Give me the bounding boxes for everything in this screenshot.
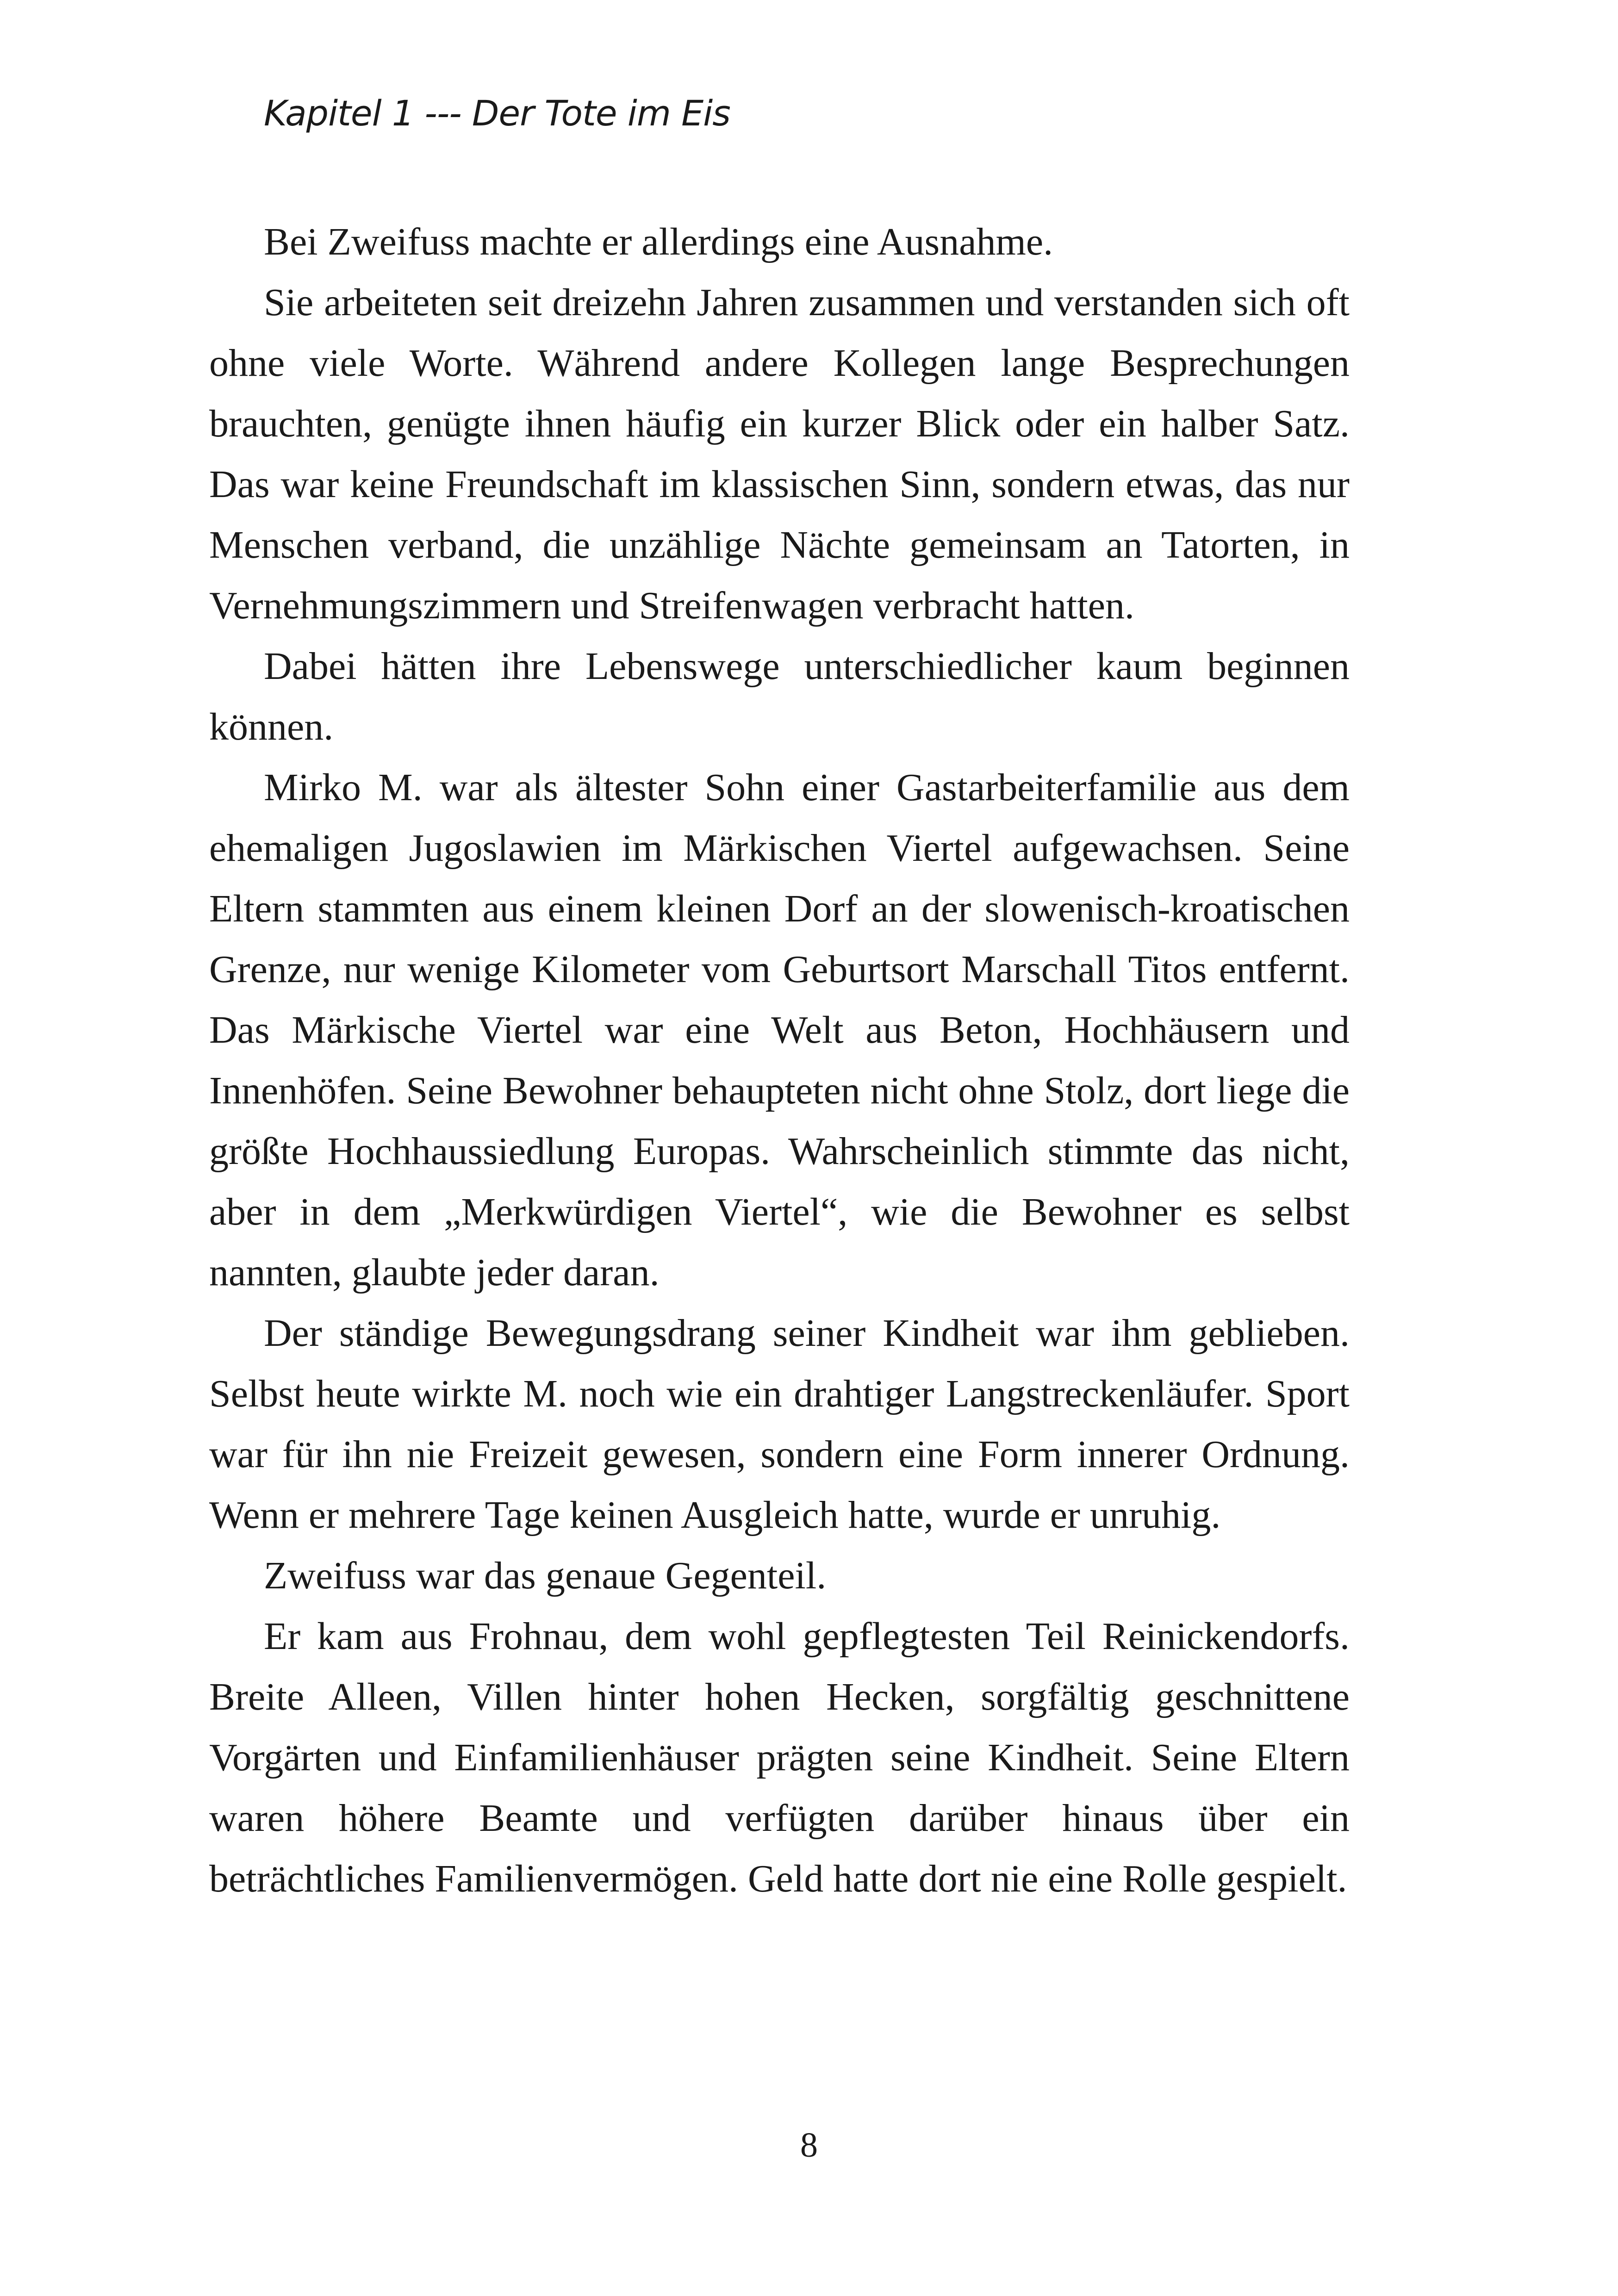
paragraph: Der ständige Bewegungsdrang seiner Kindheit war ihm geblieben. Selbst heute wirkte M. noch wie ein drahtiger Langstreckenläufer. Sport war für ihn nie Freizeit gewesen, sondern eine Form innerer Ordnung. Wenn er mehrere Tage keinen Ausgleich hatte, wurde er unruhig. <box>209 1312 1350 1537</box>
paragraph: Bei Zweifuss machte er allerdings eine Ausnahme. <box>264 220 1053 263</box>
page-number: 8 <box>800 2126 818 2165</box>
body-text <box>209 212 1350 1909</box>
paragraph: Sie arbeiteten seit dreizehn Jahren zusammen und verstanden sich oft ohne viele Worte. Während andere Kollegen lange Besprechungen brauchten, genügte ihnen häufig ein kurzer Blick oder ein halber Satz. Das war keine Freundschaft im klassischen Sinn, sondern etwas, das nur Menschen verband, die unzählige Nächte gemeinsam an Tatorten, in Vernehmungszimmern und Streifenwagen verbracht hatten. <box>209 281 1350 627</box>
paragraph: Er kam aus Frohnau, dem wohl gepflegtesten Teil Reinickendorfs. Breite Alleen, Villen hinter hohen Hecken, sorgfältig geschnittene Vorgärten und Einfamilienhäuser prägten seine Kindheit. Seine Eltern waren höhere Beamte und verfügten darüber hinaus über ein beträchtliches Familienvermögen. Geld hatte dort nie eine Rolle gespielt. <box>209 1615 1350 1900</box>
paragraph: Mirko M. war als ältester Sohn einer Gastarbeiterfamilie aus dem ehemaligen Jugoslawien im Märkischen Viertel aufgewachsen. Seine Eltern stammten aus einem kleinen Dorf an der slowenisch-kroatischen Grenze, nur wenige Kilometer vom Geburtsort Marschall Titos entfernt. Das Märkische Viertel war eine Welt aus Beton, Hochhäusern und Innenhöfen. Seine Bewohner behaupteten nicht ohne Stolz, dort liege die größte Hochhaussiedlung Europas. Wahrscheinlich stimmte das nicht, aber in dem „Merkwürdigen Viertel“, wie die Bewohner es selbst nannten, glaubte jeder daran. <box>209 766 1350 1294</box>
running-title: Kapitel 1 --- Der Tote im Eis <box>264 93 730 134</box>
paragraph: Dabei hätten ihre Lebenswege unterschiedlicher kaum beginnen können. <box>209 645 1350 748</box>
paragraph: Zweifuss war das genaue Gegenteil. <box>264 1554 827 1597</box>
